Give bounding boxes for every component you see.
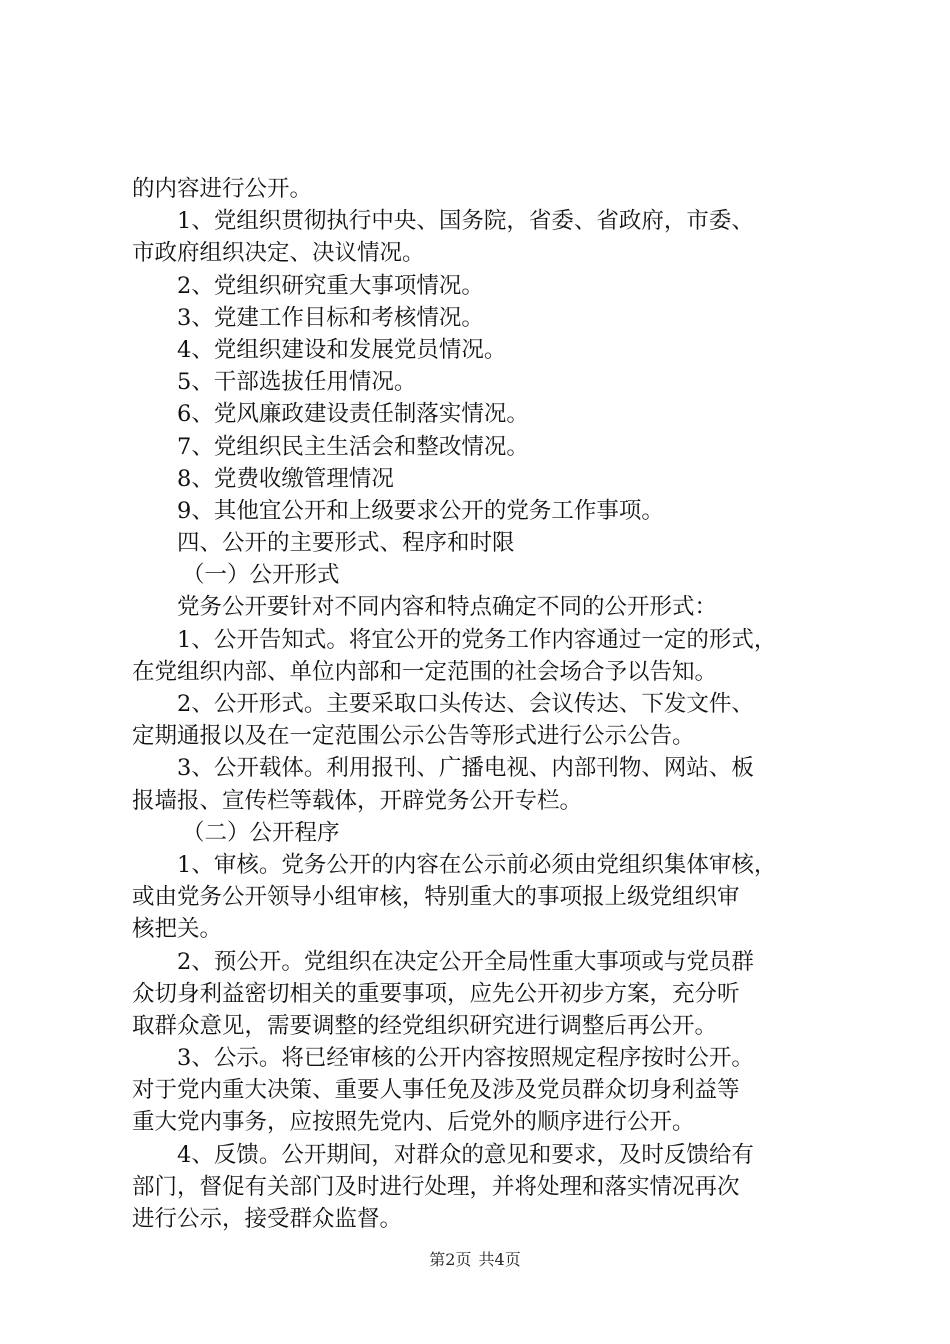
text-line: 进行公示，接受群众监督。: [132, 1206, 403, 1232]
text-line: 重大党内事务，应按照先党内、后党外的顺序进行公开。: [132, 1109, 695, 1136]
text-line: 定期通报以及在一定范围公示公告等形式进行公示公告。: [132, 723, 695, 750]
text-line: 众切身利益密切相关的重要事项，应先公开初步方案，充分听: [132, 980, 740, 1007]
text-line: 3、公开载体。利用报刊、广播电视、内部刊物、网站、板: [177, 755, 754, 782]
text-line: （一）公开形式: [182, 562, 340, 589]
text-line: 5、干部选拔任用情况。: [177, 369, 417, 396]
text-line: 1、党组织贯彻执行中央、国务院，省委、省政府，市委、: [177, 208, 754, 235]
text-line: 1、审核。党务公开的内容在公示前必须由党组织集体审核，: [177, 851, 777, 878]
document-body: [132, 173, 834, 1235]
text-line: 4、党组织建设和发展党员情况。: [177, 336, 507, 363]
text-line: 在党组织内部、单位内部和一定范围的社会场合予以告知。: [132, 658, 718, 685]
text-line: 1、公开告知式。将宜公开的党务工作内容通过一定的形式，: [177, 626, 777, 653]
text-line: 市政府组织决定、决议情况。: [132, 240, 425, 267]
text-line: 或由党务公开领导小组审核，特别重大的事项报上级党组织审: [132, 884, 740, 911]
text-line: 取群众意见，需要调整的经党组织研究进行调整后再公开。: [132, 1012, 718, 1039]
text-line: 3、党建工作目标和考核情况。: [177, 304, 484, 331]
text-line: 核把关。: [132, 916, 223, 943]
text-line: 党务公开要针对不同内容和特点确定不同的公开形式：: [177, 594, 718, 621]
text-line: 8、党费收缴管理情况: [177, 465, 394, 492]
text-line: （二）公开程序: [182, 819, 340, 846]
text-line: 7、党组织民主生活会和整改情况。: [177, 433, 529, 460]
text-line: 3、公示。将已经审核的公开内容按照规定程序按时公开。: [177, 1045, 754, 1072]
text-line: 6、党风廉政建设责任制落实情况。: [177, 401, 529, 428]
text-line: 对于党内重大决策、重要人事任免及涉及党员群众切身利益等: [132, 1077, 740, 1104]
page-number: 第2页: [429, 1250, 472, 1269]
page-footer: [0, 1247, 950, 1270]
text-line: 4、反馈。公开期间，对群众的意见和要求，及时反馈给有: [177, 1141, 754, 1168]
page-total: 共4页: [478, 1250, 521, 1269]
text-line: 报墙报、宣传栏等载体，开辟党务公开专栏。: [132, 787, 583, 814]
text-line: 2、预公开。党组织在决定公开全局性重大事项或与党员群: [177, 948, 754, 975]
text-line: 的内容进行公开。: [132, 176, 313, 202]
text-line: 2、党组织研究重大事项情况。: [177, 272, 484, 299]
text-line: 部门，督促有关部门及时进行处理，并将处理和落实情况再次: [132, 1173, 740, 1200]
text-line: 9、其他宜公开和上级要求公开的党务工作事项。: [177, 497, 664, 524]
text-line: 2、公开形式。主要采取口头传达、会议传达、下发文件、: [177, 691, 754, 717]
text-line: 四、公开的主要形式、程序和时限: [177, 530, 515, 557]
